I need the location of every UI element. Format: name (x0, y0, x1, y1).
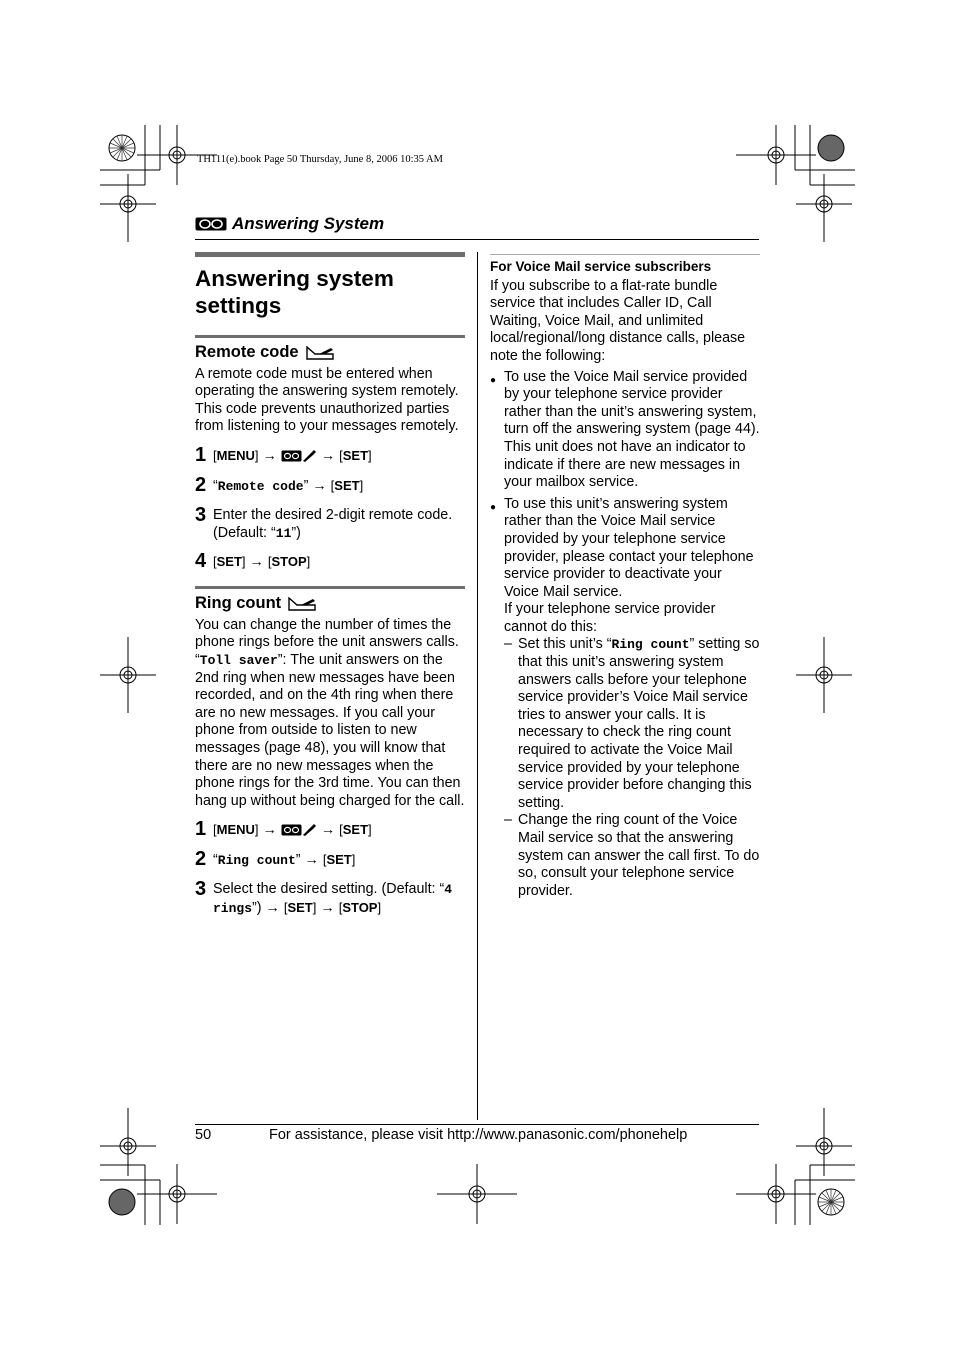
cannot-note: If your telephone service provider cannot do this: (504, 601, 716, 635)
section-rule (195, 586, 465, 589)
menu-key: [MENU] (213, 447, 259, 463)
ring-step-3: 3 Select the desired setting. (Default: “4 rings”) → [SET] → [STOP] (195, 878, 453, 916)
voice-mail-intro: If you subscribe to a flat-rate bundle service that includes Caller ID, Call Waiting, Voice Mail, and unlimited local/regional/long distance calls, please note the following: (490, 277, 746, 364)
ring-count-title: Ring count (195, 594, 282, 613)
list-item: – Change the ring count of the Voice Mail service so that the answering system can answer the call first. To do so, consult your telephone service provider. (504, 812, 760, 899)
bullet-icon: ● (490, 501, 497, 513)
remote-code-description: A remote code must be entered when operating the answering system remotely. This code prevents unauthorized parties from listening to your messages remotely. (195, 365, 459, 435)
stop-key: [STOP] (267, 554, 311, 570)
section-rule (490, 254, 760, 255)
right-column (490, 254, 760, 900)
bullet-icon: ● (490, 374, 497, 386)
print-info: TH111(e).book Page 50 Thursday, June 8, 2006 10:35 AM (197, 154, 443, 165)
set-key: [SET] (213, 554, 246, 570)
ring-count-description: You can change the number of times the phone rings before the unit answers calls. “Toll saver”: The unit answers on the 2nd ring when new messages have been recorded, and on the 4th ring when there are no new messages. If you call your phone from outside to listen to new messages (page 48), you will know that there are no new messages when the phone rings for the 3rd time. You can then hang up without being charged for the call. (195, 616, 465, 809)
answering-setup-icon (281, 449, 317, 463)
list-item: ● To use this unit’s answering system rather than the Voice Mail service provided by your telephone service provider, please contact your telephone service provider to deactivate your Voice Mail service. (490, 495, 754, 600)
ring-step-1: 1 [MENU] → → [SET] (195, 818, 372, 841)
set-key: [SET] (283, 899, 317, 915)
stop-key: [STOP] (338, 899, 382, 915)
remote-step-3: 3 Enter the desired 2-digit remote code. (Default: “11”) (195, 503, 453, 541)
footer-assistance-text: For assistance, please visit http://www.panasonic.com/phonehelp (269, 1127, 688, 1143)
handset-icon (287, 597, 317, 611)
ring-step-2: 2 “Ring count” → [SET] (195, 848, 356, 871)
list-item: ● To use the Voice Mail service provided by your telephone service provider rather than the unit’s answering system, turn off the answering system (page 44). This unit does not have an indicator to indicate if there are new messages in your mailbox service. (490, 368, 760, 491)
dash-icon: – (504, 812, 512, 829)
dash-icon: – (504, 636, 512, 653)
page-title: Answering system settings (195, 266, 394, 318)
menu-key: [MENU] (213, 822, 259, 838)
column-divider (477, 252, 478, 1120)
header-section-title: Answering System (232, 214, 385, 233)
handset-icon (305, 346, 335, 360)
title-bar (195, 252, 465, 257)
page-number: 50 (195, 1127, 212, 1143)
set-key: [SET] (330, 477, 364, 493)
set-key: [SET] (339, 822, 372, 838)
remote-code-title: Remote code (195, 343, 299, 361)
list-item: – Set this unit’s “Ring count” setting so that this unit’s answering system answers calls before your telephone service provider’s Voice Mail service tries to answer your calls. It is necessary to check the ring count required to activate the Voice Mail service provided by your telephone service provider before changing this setting. (504, 636, 760, 811)
footer-rule (195, 1124, 759, 1125)
voice-mail-title: For Voice Mail service subscribers (490, 259, 712, 274)
remote-code-heading (195, 344, 465, 362)
set-key: [SET] (322, 852, 356, 868)
remote-step-2: 2 “Remote code” → [SET] (195, 473, 364, 496)
section-rule (195, 335, 465, 338)
page-header (195, 213, 759, 240)
ring-count-heading (195, 595, 465, 613)
answering-setup-icon (281, 823, 317, 837)
remote-step-1: 1 [MENU] → → [SET] (195, 443, 372, 466)
left-column (195, 252, 465, 917)
set-key: [SET] (339, 447, 372, 463)
remote-step-4: 4 [SET] → [STOP] (195, 550, 311, 573)
tape-icon (195, 217, 227, 231)
